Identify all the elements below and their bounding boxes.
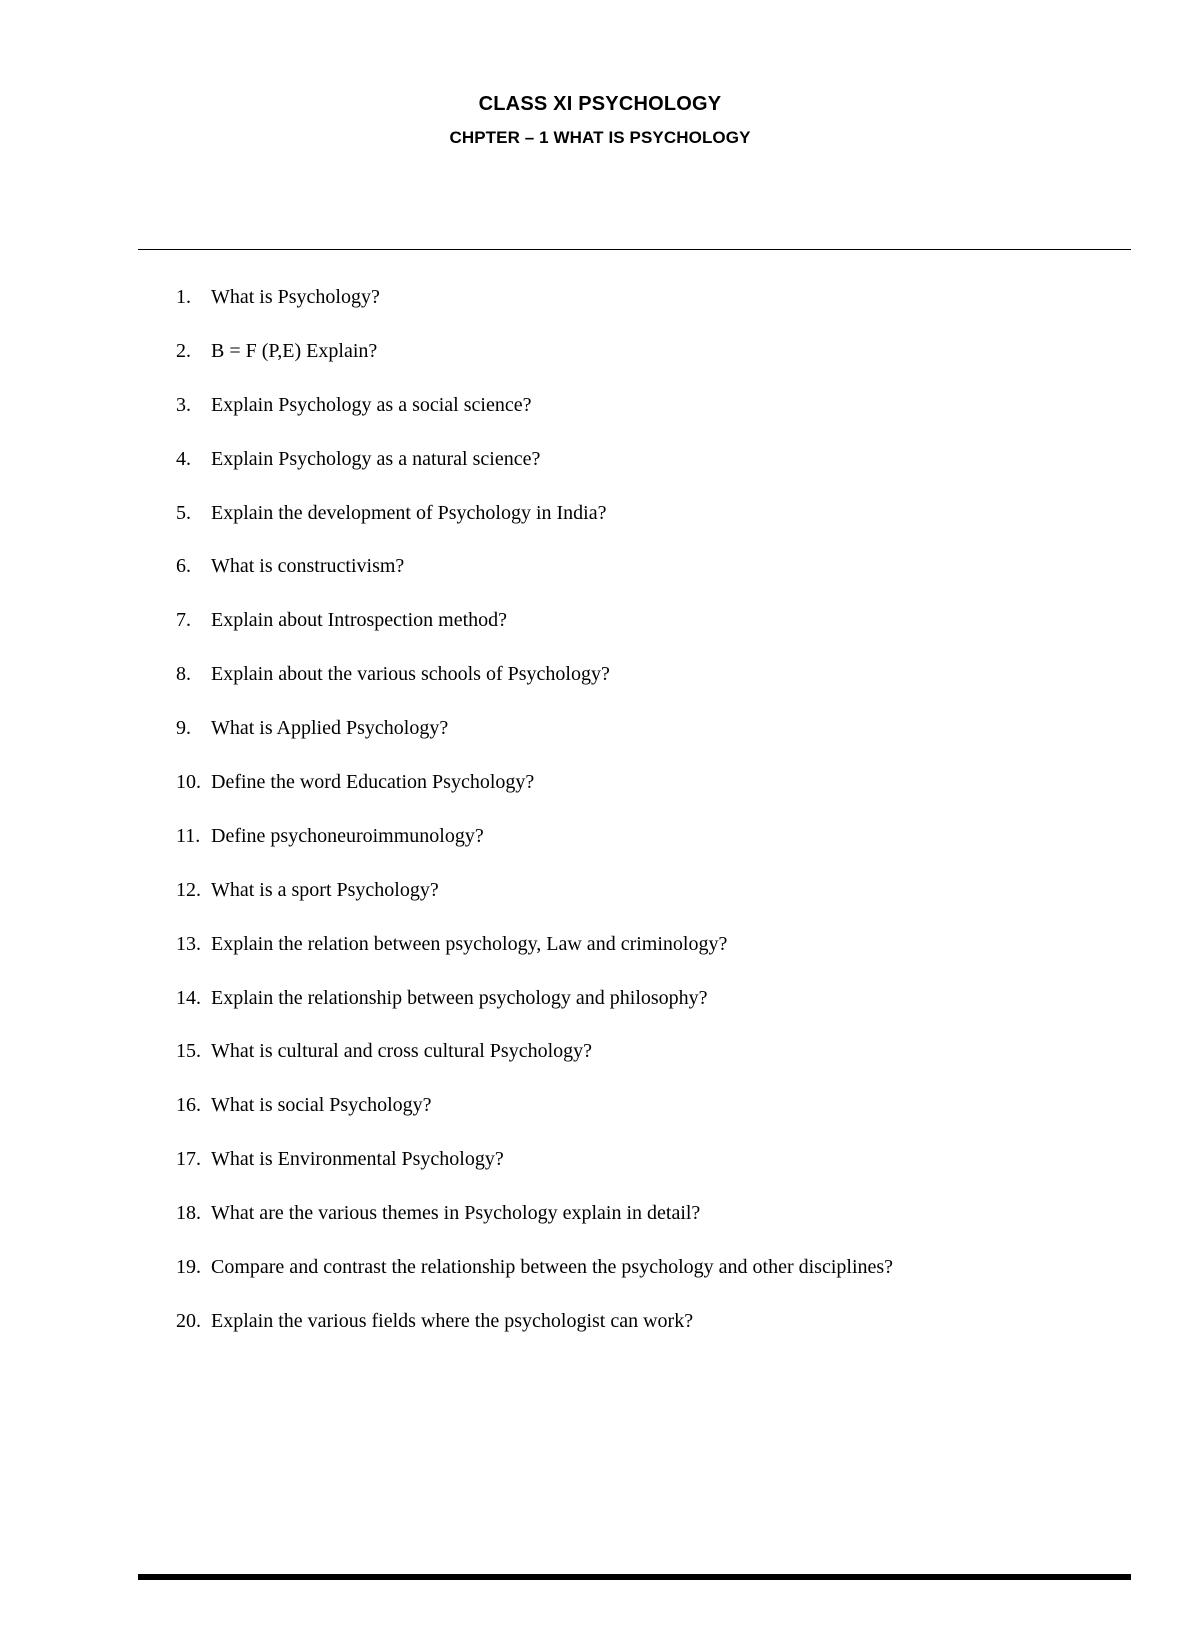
question-text: What is Environmental Psychology? — [211, 1148, 504, 1171]
question-text: Define the word Education Psychology? — [211, 771, 535, 794]
question-text: Compare and contrast the relationship between the psychology and other disciplines? — [211, 1256, 894, 1279]
question-text: Explain Psychology as a social science? — [211, 393, 532, 416]
question-item — [0, 549, 1200, 603]
question-text: Explain the relation between psychology, Law and criminology? — [211, 932, 728, 955]
question-item — [0, 1250, 1200, 1304]
question-text: What are the various themes in Psychology explain in detail? — [211, 1202, 701, 1225]
bottom-divider — [138, 1574, 1131, 1580]
question-text: Explain the relationship between psychology and philosophy? — [211, 986, 708, 1009]
question-number: 4. — [176, 447, 191, 470]
question-number: 10. — [176, 771, 201, 794]
question-item — [0, 1088, 1200, 1142]
question-number: 13. — [176, 932, 201, 955]
question-number: 7. — [176, 609, 191, 632]
question-item — [0, 981, 1200, 1035]
question-item — [0, 1196, 1200, 1250]
question-number: 11. — [176, 824, 201, 847]
question-number: 8. — [176, 663, 191, 686]
question-text: What is a sport Psychology? — [211, 878, 439, 901]
question-item — [0, 1034, 1200, 1088]
question-number: 19. — [176, 1256, 201, 1279]
question-item — [0, 711, 1200, 765]
question-item — [0, 765, 1200, 819]
question-text: Define psychoneuroimmunology? — [211, 824, 484, 847]
question-number: 14. — [176, 986, 201, 1009]
question-text: Explain Psychology as a natural science? — [211, 447, 541, 470]
question-item — [0, 603, 1200, 657]
question-number: 12. — [176, 878, 201, 901]
question-number: 5. — [176, 501, 191, 524]
question-list — [0, 280, 1200, 1358]
question-item — [0, 334, 1200, 388]
question-item — [0, 1142, 1200, 1196]
question-number: 2. — [176, 339, 191, 362]
question-number: 17. — [176, 1148, 201, 1171]
question-text: Explain about Introspection method? — [211, 609, 508, 632]
question-item — [0, 657, 1200, 711]
question-text: What is Psychology? — [211, 286, 380, 308]
question-number: 3. — [176, 393, 191, 416]
question-number: 1. — [176, 286, 191, 308]
question-text: Explain the development of Psychology in India? — [211, 501, 607, 524]
question-number: 18. — [176, 1202, 201, 1225]
question-item — [0, 280, 1200, 334]
question-item — [0, 873, 1200, 927]
question-text: What is constructivism? — [211, 555, 405, 578]
question-text: Explain about the various schools of Psychology? — [211, 663, 610, 686]
question-text: B = F (P,E) Explain? — [211, 339, 378, 362]
question-text: What is cultural and cross cultural Psychology? — [211, 1040, 593, 1063]
page-title: CLASS XI PSYCHOLOGY — [478, 93, 722, 115]
question-item — [0, 927, 1200, 981]
question-item — [0, 442, 1200, 496]
question-text: What is Applied Psychology? — [211, 717, 449, 740]
question-item — [0, 388, 1200, 442]
question-number: 20. — [176, 1309, 201, 1332]
question-number: 16. — [176, 1094, 201, 1117]
chapter-subtitle: CHPTER – 1 WHAT IS PSYCHOLOGY — [449, 128, 751, 147]
question-item — [0, 819, 1200, 873]
question-number: 15. — [176, 1040, 201, 1063]
question-number: 6. — [176, 555, 191, 578]
question-text: What is social Psychology? — [211, 1094, 432, 1117]
question-item — [0, 496, 1200, 550]
question-item — [0, 1304, 1200, 1358]
top-divider — [138, 249, 1131, 250]
question-number: 9. — [176, 717, 191, 740]
question-text: Explain the various fields where the psychologist can work? — [211, 1309, 694, 1332]
